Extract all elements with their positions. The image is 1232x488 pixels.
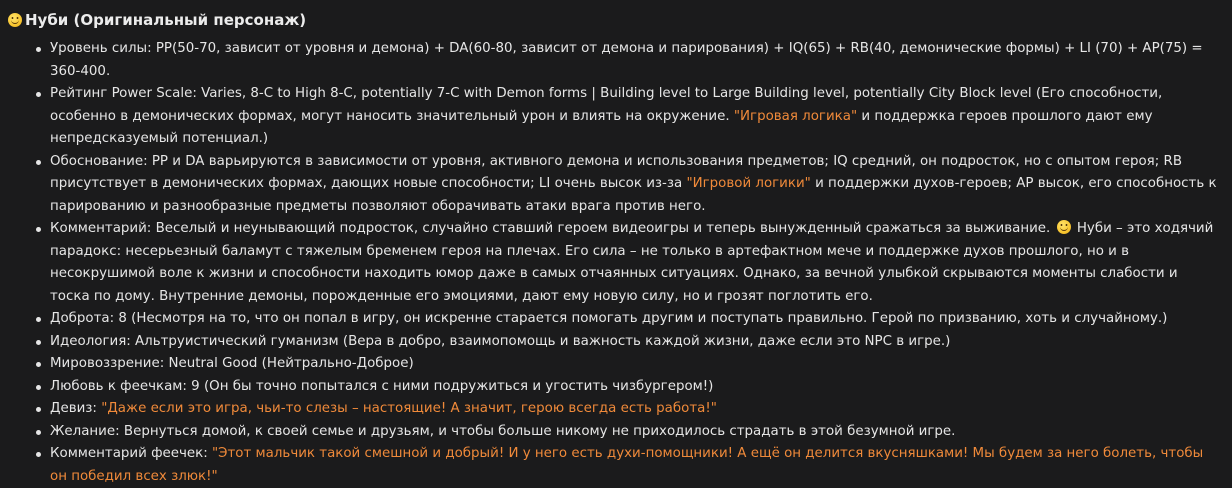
list-item-fairy-love: Любовь к феечкам: 9 (Он бы точно попытался с ними подружиться и угостить чизбургером!) [50, 376, 1218, 399]
highlighted-quote: "Игровая логика" [733, 108, 858, 124]
highlighted-quote: "Игровой логики" [686, 176, 811, 191]
highlighted-quote: "Этот мальчик такой смешной и добрый! И у него есть духи-помощники! А ещё он делится вкусняшками! Мы будем за него болеть, чтобы он победил всех злюк!" [50, 446, 1204, 484]
list-item-motto: Девиз: "Даже если это игра, чьи-то слезы – настоящие! А значит, герою всегда есть работа!" [50, 398, 1218, 421]
list-item-kindness: Доброта: 8 (Несмотря на то, что он попал в игру, он искренне старается помогать другим и поступать правильно. Герой по призванию, хоть и случайному.) [50, 308, 1218, 331]
list-item-fairy-comment: Комментарий феечек: "Этот мальчик такой смешной и добрый! И у него есть духи-помощники! А ещё он делится вкусняшками! Мы будем за него болеть, чтобы он победил всех злюк!" [50, 443, 1218, 488]
highlighted-quote: "Даже если это игра, чьи-то слезы – настоящие! А значит, герою всегда есть работа!" [101, 401, 717, 416]
list-item-power-level: Уровень силы: PP(50-70, зависит от уровня и демона) + DA(60-80, зависит от демона и парирования) + IQ(65) + RB(40, демонические формы) + LI (70) + AP(75) = 360-400. [50, 38, 1218, 83]
smiling-face-icon [8, 13, 22, 27]
character-title [8, 8, 1218, 32]
character-title-text: Нуби (Оригинальный персонаж) [25, 11, 307, 29]
list-item-comment: Комментарий: Веселый и неунывающий подросток, случайно ставший героем видеоигры и теперь вынужденный сражаться за выживание. Нуби – это ходячий парадокс: несерьезный баламут с тяжелым бременем героя на плечах. Его сила – не только в артефактном мече и поддержке духов прошлого, но и в несокрушимой воле к жизни и способности находить юмор даже в самых отчаянных ситуациях. Однако, за вечной улыбкой скрываются моменты слабости и тоска по дому. Внутренние демоны, порожденные его эмоциями, дают ему новую силу, но и грозят поглотить его. [50, 218, 1218, 308]
stats-list [8, 38, 1218, 488]
list-item-justification: Обоснование: PP и DA варьируются в зависимости от уровня, активного демона и использования предметов; IQ средний, он подросток, но с опытом героя; RB присутствует в демонических формах, дающих новые способности; LI очень высок из-за "Игровой логики" и поддержки духов-героев; AP высок, его способность к парированию и разнообразные предметы позволяют оборачивать атаки врага против него. [50, 151, 1218, 219]
list-item-power-scale: Рейтинг Power Scale: Varies, 8-C to High 8-C, potentially 7-C with Demon forms | Building level to Large Building level, potentially City Block level (Его способности, особенно в демонических формах, могут наносить значительный урон и влиять на окружение. "Игровая логика" и поддержка героев прошлого дают ему непредсказуемый потенциал.) [50, 83, 1218, 151]
smiling-face-icon [1057, 220, 1071, 234]
list-item-wish: Желание: Вернуться домой, к своей семье и друзьям, и чтобы больше никому не приходилось страдать в этой безумной игре. [50, 421, 1218, 444]
list-item-alignment: Мировоззрение: Neutral Good (Нейтрально-Доброе) [50, 353, 1218, 376]
list-item-ideology: Идеология: Альтруистический гуманизм (Вера в добро, взаимопомощь и важность каждой жизни, даже если это NPC в игре.) [50, 331, 1218, 354]
